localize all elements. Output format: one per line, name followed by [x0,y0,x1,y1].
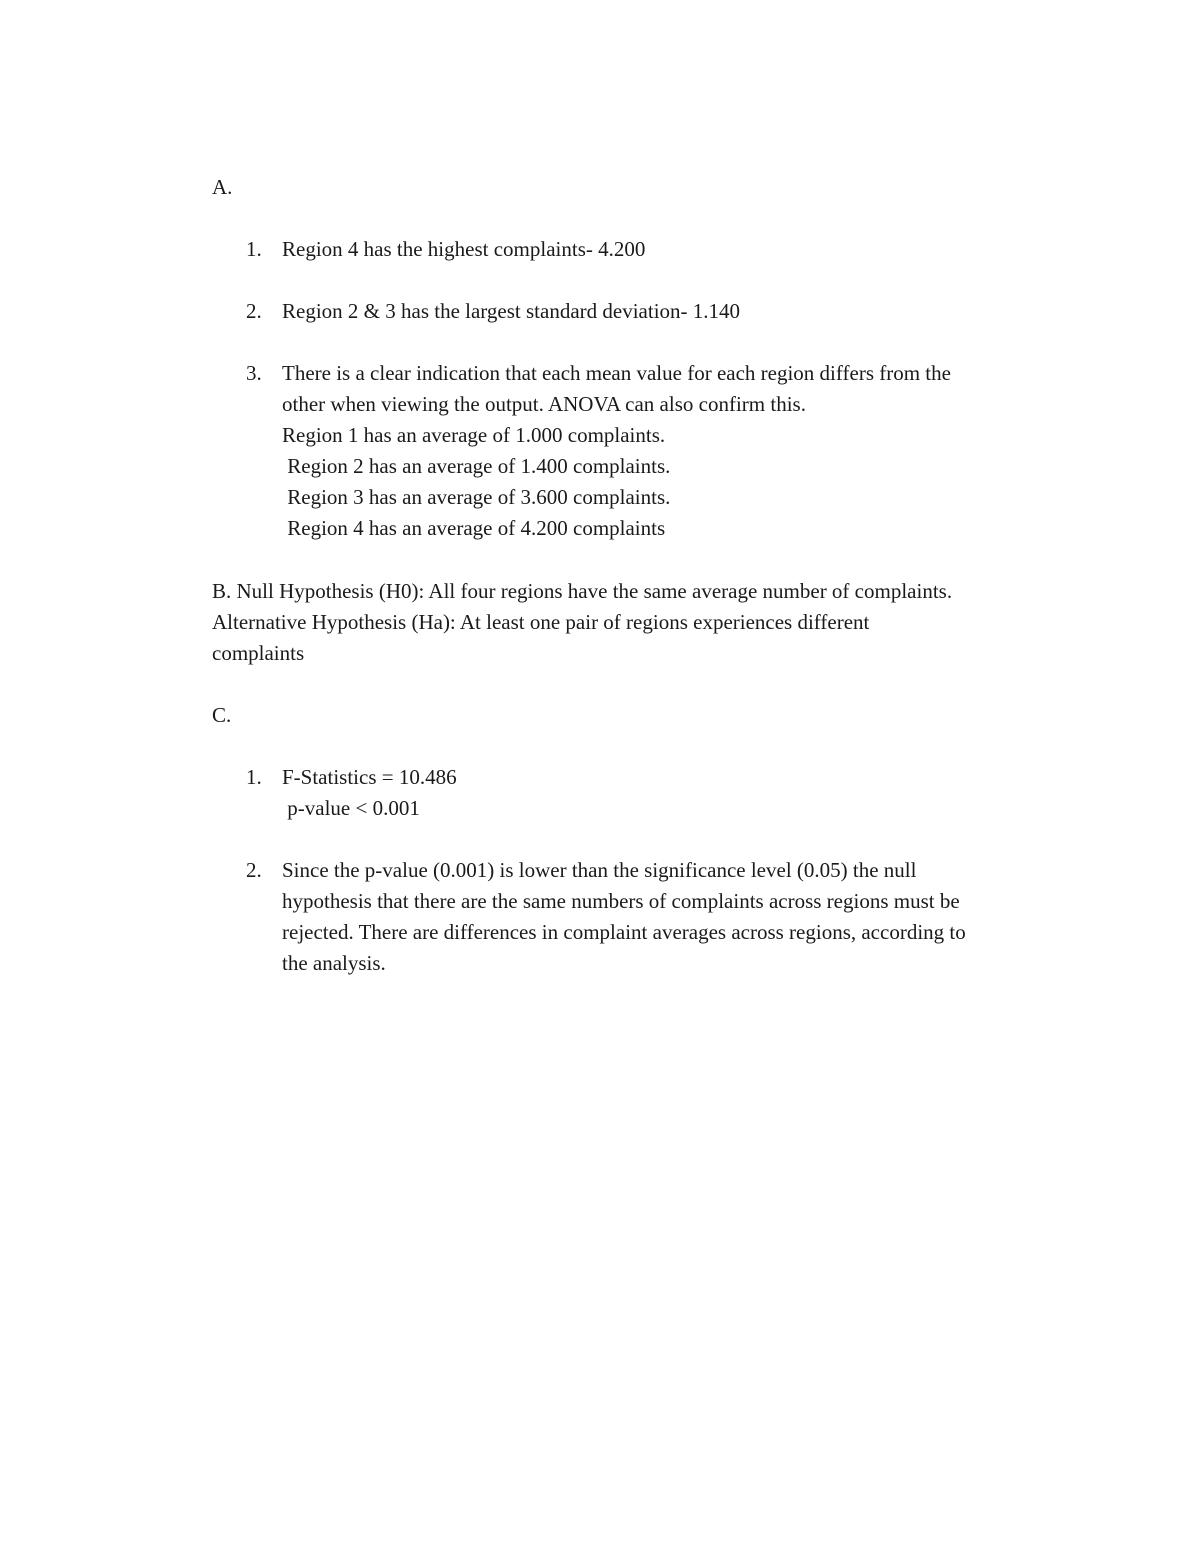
section-a-item-3-line-4: Region 2 has an average of 1.400 complaints. [282,454,671,478]
section-a-item-2-number: 2. [246,299,262,323]
section-b-line-3: complaints [212,641,305,665]
section-a-item-3-line-2: other when viewing the output. ANOVA can also confirm this. [282,392,806,416]
section-c-item-2-number: 2. [246,858,262,882]
section-a-heading: A. [212,175,233,199]
section-a-item-3-line-5: Region 3 has an average of 3.600 complaints. [282,485,671,509]
section-c-item-2-line-2: hypothesis that there are the same numbers of complaints across regions must be [282,889,960,913]
section-c-item-1-line-1: F-Statistics = 10.486 [282,765,457,789]
section-c-item-1-line-2: p-value < 0.001 [282,796,420,820]
section-a-item-3-number: 3. [246,361,262,385]
section-a-item-3-line-3: Region 1 has an average of 1.000 complaints. [282,423,666,447]
section-c-heading: C. [212,703,232,727]
section-c-item-2-line-4: the analysis. [282,951,386,975]
section-c-item-2-line-3: rejected. There are differences in complaint averages across regions, according to [282,920,966,944]
section-a-item-1-text: Region 4 has the highest complaints- 4.200 [282,237,646,261]
section-c-item-1-number: 1. [246,765,262,789]
section-a-item-1-number: 1. [246,237,262,261]
section-b-line-1: B. Null Hypothesis (H0): All four regions have the same average number of complaints. [212,579,953,603]
section-a-item-2-text: Region 2 & 3 has the largest standard deviation- 1.140 [282,299,741,323]
section-c-item-2-line-1: Since the p-value (0.001) is lower than the significance level (0.05) the null [282,858,917,882]
section-a-item-3-line-1: There is a clear indication that each mean value for each region differs from the [282,361,951,385]
section-b-line-2: Alternative Hypothesis (Ha): At least one pair of regions experiences different [212,610,870,634]
section-a-item-3-line-6: Region 4 has an average of 4.200 complaints [282,516,666,540]
